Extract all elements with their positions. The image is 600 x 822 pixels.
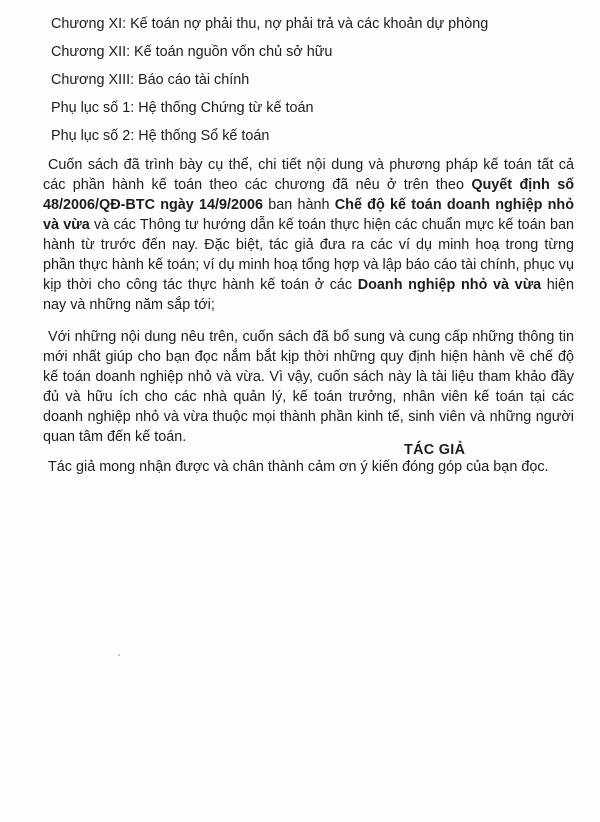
para1-regime-title: Chế độ kế toán doanh nghiệp nhỏ và vừa [43, 197, 574, 233]
author-signature: TÁC GIẢ [404, 442, 466, 458]
para1-text-2: ban hành [263, 197, 335, 213]
toc-item-appendix-1: Phụ lục số 1: Hệ thống Chứng từ kế toán [51, 100, 314, 116]
table-of-contents [48, 14, 568, 146]
para1-text-4: hiện nay và những năm sắp tới; [43, 277, 574, 313]
toc-item-chapter-13: Chương XIII: Báo cáo tài chính [51, 72, 250, 88]
para1-decision-reference: Quyết định số 48/2006/QĐ-BTC ngày 14/9/2006 [43, 177, 574, 213]
document-body [43, 14, 574, 485]
paragraph-book-content [43, 155, 574, 315]
paragraph-book-purpose [43, 327, 574, 447]
toc-item-chapter-12: Chương XII: Kế toán nguồn vốn chủ sở hữu [51, 44, 333, 60]
para1-sme-emphasis: Doanh nghiệp nhỏ và vừa [357, 277, 542, 293]
para1-text-1: Cuốn sách đã trình bày cụ thể, chi tiết nội dung và phương pháp kế toán tất cả các phần hành kế toán theo các chương đã nêu ở trên theo [43, 157, 574, 193]
toc-item-chapter-11: Chương XI: Kế toán nợ phải thu, nợ phải trả và các khoản dự phòng [51, 16, 489, 32]
toc-item-appendix-2: Phụ lục số 2: Hệ thống Sổ kế toán [51, 128, 270, 144]
para2-text: Với những nội dung nêu trên, cuốn sách đã bổ sung và cung cấp những thông tin mới nhất giúp cho bạn đọc nắm bắt kịp thời những quy định hiện hành về chế độ kế toán doanh nghiệp nhỏ và vừa. Vì vậy, cuốn sách này là tài liệu tham khảo đầy đủ và hữu ích cho các nhà quản lý, kế toán trưởng, nhân viên kế toán tại các doanh nghiệp nhỏ và vừa thuộc mọi thành phần kinh tế, sinh viên và những người quan tâm đến kế toán. [43, 329, 574, 445]
scan-speck [118, 654, 120, 656]
para1-text-3: và các Thông tư hướng dẫn kế toán thực hiện các chuẩn mực kế toán ban hành từ trước đến nay. Đặc biệt, tác giả đưa ra các ví dụ minh hoạ trong từng phần thực hành kế toán; ví dụ minh hoạ tổng hợp và lập báo cáo tài chính, phục vụ kịp thời cho công tác thực hành kế toán ở các [43, 217, 574, 293]
paragraph-thanks: Tác giả mong nhận được và chân thành cảm ơn ý kiến đóng góp của bạn đọc. [48, 459, 549, 475]
